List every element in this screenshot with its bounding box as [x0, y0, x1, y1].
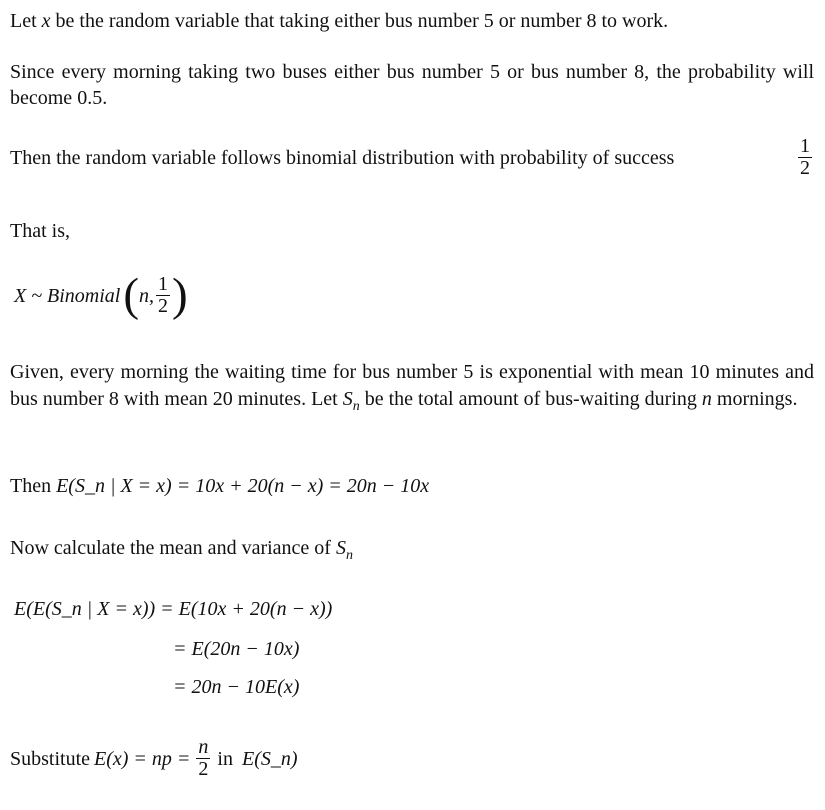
binomial-expression: X ~ Binomial ( n, $\frac{1}{2}$ ): [14, 269, 188, 321]
equation-line-1: E(E(S_n | X = x)) = E(10x + 20(n − x)): [14, 598, 333, 620]
n-over-2-fraction: $\frac{n}{2}$: [198, 736, 209, 780]
intro-paragraph: Let x be the random variable that taking either bus number 5 or number 8 to work.: [10, 10, 669, 32]
equation-line-2: = E(20n − 10x): [173, 638, 300, 660]
probability-paragraph: Since every morning taking two buses either bus number 5 or bus number 8, the probability will become 0.5.: [10, 61, 814, 109]
that-is-label: That is,: [10, 220, 70, 242]
conditional-expectation-expression: E(S_n | X = x) = 10x + 20(n − x) = 20n − 10x: [56, 475, 430, 497]
waiting-time-paragraph: Given, every morning the waiting time for bus number 5 is exponential with mean 10 minutes and bus number 8 with mean 20 minutes. Let $S_n$ be the total amount of bus-waiting during n mornings.: [10, 361, 814, 415]
equation-line-3: = 20n − 10E(x): [173, 676, 300, 698]
variable-x: x: [41, 10, 51, 32]
mean-variance-line: Now calculate the mean and variance of $S_n$: [10, 537, 353, 564]
binomial-fraction: $\frac{1}{2}$: [158, 273, 169, 317]
success-probability-fraction: $\frac{1}{2}$: [800, 135, 810, 179]
binomial-intro-paragraph: Then the random variable follows binomial distribution with probability of success $\frac{1}{2}$: [10, 135, 810, 179]
substitute-line: Substitute E(x) = np = $\frac{n}{2}$ in E(S_n): [10, 736, 298, 780]
conditional-expectation-line: Then E(S_n | X = x) = 10x + 20(n − x) = 20n − 10x: [10, 475, 430, 497]
